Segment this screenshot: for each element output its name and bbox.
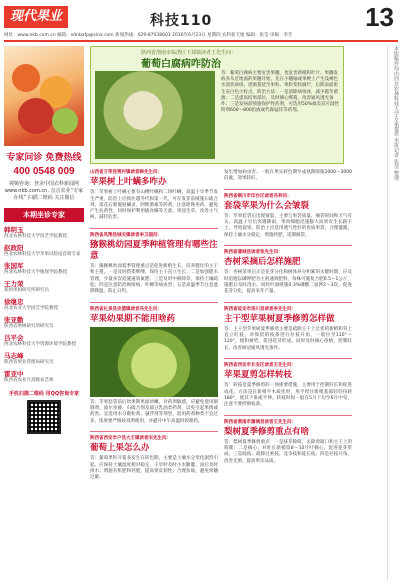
hotline-number[interactable]: 400 0548 009 bbox=[13, 166, 75, 177]
article-kicker: 陕西省渭南市蒲城县读者王先生问： bbox=[224, 419, 296, 425]
article bbox=[90, 170, 218, 222]
article bbox=[90, 307, 218, 425]
article-body: 答：苹果树上叶螨主要有山楂叶螨和二斑叶螨，高温干旱季节发生严重。防治上应抓住越冬代和第一代，可在发芽前喷施石硫合剂，落花后喷施哒螨灵、阿维菌素等药剂，注意轮换用药，避免产生抗药性。同时保护利用捕食螨等天敌，果园生草，改善小气候，减轻危害。 bbox=[90, 190, 218, 221]
masthead-info: 网址：www.nkb.com.cn 邮箱：xdnbxfp@sina.com 新闻热线：029-87038601 2016年6月23日 星期四 农科新天地 编辑：张莹 审稿：李芳 bbox=[4, 33, 293, 38]
article bbox=[224, 194, 352, 239]
expert-desc: 陕西省果树研究所研究员 bbox=[4, 324, 54, 329]
expert-item bbox=[4, 243, 84, 258]
article-kicker: 陕西省铜川市印台区读者冯利问： bbox=[224, 193, 292, 199]
article-title: 猕猴桃幼园夏季种植管理有哪些注意 bbox=[90, 240, 218, 262]
article-body: 答：杏树采果后正是花芽分化和树体养分积累的关键时期，应及时追施以磷钾肥为主的速效肥料，每株可施复合肥0.5～1公斤，施肥后及时浇水。同时叶面喷施0.3%磷酸二氢钾2～3次，促进花芽分化，提高来年产量。 bbox=[224, 270, 352, 295]
feature-body: 答：葡萄白腐病主要危害果穗，也危害新梢和叶片。果穗发病多从近地面的果穗开始，先在小穗轴或果梗上产生浅褐色水渍状病斑，逐渐蔓延至果粒，果粒变软腐烂，后期表面密生灰白色小粒点。防治方法：一是清除病残体，减少越冬菌源；二是提高结果部位，及时摘心绑蔓，改善通风透光条件；三是发病前喷施保护性药剂，可选用50%福美双可湿性粉剂600～800倍液或代森锰锌等药剂。 bbox=[221, 71, 339, 114]
expert-item bbox=[4, 351, 84, 366]
article-title: 梨树夏季修剪重点有啥 bbox=[224, 426, 310, 437]
expert-desc: 西北农林科技大学资源环境学院教授 bbox=[4, 342, 76, 347]
divider bbox=[90, 431, 218, 432]
expert-name: 张国军 bbox=[4, 262, 24, 270]
article-kicker: 陕西省延安市洛川县读者李先生问： bbox=[224, 306, 296, 312]
vertical-rule bbox=[387, 46, 388, 580]
article-title: 葡萄上果怎么办 bbox=[90, 443, 150, 454]
expert-name: 赵政阳 bbox=[4, 244, 24, 252]
article bbox=[224, 250, 352, 295]
article-body: 答：猕猴桃幼园夏季管理重点是促进新梢生长，培养健壮的主干和主蔓。一是及时搭架绑缚，保持主干直立生长；二是加强肥水管理，少量多次追施速效氮肥；三是及时中耕除草，保持土壤疏松；四是注意防治褐斑病、叶蝉等病虫害；五是高温季节注意遮阴降温，防止日灼。 bbox=[90, 264, 218, 295]
article-body: 发生增加病虫害。一般在果实转色期至成熟期喷施2000～3000倍液，效果较好。 bbox=[224, 170, 352, 182]
expert-item bbox=[4, 225, 84, 240]
divider bbox=[90, 302, 218, 303]
divider bbox=[224, 415, 352, 416]
divider bbox=[90, 228, 218, 229]
expert-desc: 郑州果树研究所研究员 bbox=[4, 288, 49, 293]
qr-section bbox=[4, 390, 84, 434]
expert-item bbox=[4, 297, 84, 312]
expert-name: 王力荣 bbox=[4, 280, 24, 288]
expert-heading: 本期坐诊专家 bbox=[4, 208, 84, 222]
sidebar bbox=[4, 46, 84, 580]
feature-article bbox=[90, 46, 344, 164]
sidebar-fruit-photo bbox=[4, 46, 84, 146]
article-title: 主干型苹果树夏季修剪怎样做 bbox=[224, 313, 335, 324]
qr-label: 手机扫描二维码 用QQ咨询专家 bbox=[8, 391, 80, 397]
expert-desc: 陕西省果业管理局研究员 bbox=[4, 360, 54, 365]
article bbox=[224, 307, 352, 352]
grape-disease-photo bbox=[95, 71, 215, 159]
page-number: 13 bbox=[365, 2, 394, 32]
article-column-right bbox=[224, 170, 352, 471]
expert-item bbox=[4, 315, 84, 330]
expert-item bbox=[4, 333, 84, 348]
expert-name: 张亚勤 bbox=[4, 316, 24, 324]
article-column-left bbox=[90, 170, 218, 488]
article-body: 答：苹果套袋前后幼果期果面幼嫩，对药剂敏感，应避免使用铜制剂、波尔多液、石硫合剂及部分乳油类药剂，以免引起果锈或药害。宜选用水分散粒剂、悬浮剂等剂型，混用药剂种类不宜过多，浓度要严格按说明使用，并避开中午高温时段喷药。 bbox=[90, 399, 218, 424]
vertical-footer-text: 本版稿件均由西北农林科技大学专家提供 本报记者 张莹 整理 bbox=[393, 46, 399, 181]
newspaper-logo: 现代果业 bbox=[4, 6, 68, 28]
article-body: 答：梨树夏季修剪重点：一是抹芽除萌，去除剪锯口和主干上的萌蘖；二是摘心，对旺长新梢留8～10片叶摘心，促进花芽形成；三是疏枝，疏除过密枝、竞争枝和徒长枝；四是拉枝开角，改善光照，提高果实品质。 bbox=[224, 439, 352, 464]
feature-kicker: 陕西省渭南市临渭区下邽镇读者王先生问： bbox=[141, 50, 237, 56]
article-kicker: 陕西省西安市户县大王镇读者宋先生问： bbox=[90, 436, 171, 442]
masthead bbox=[0, 0, 402, 40]
expert-desc: 西北农林科技大学园艺学院教授 bbox=[4, 234, 67, 239]
expert-list bbox=[4, 225, 84, 384]
expert-item bbox=[4, 369, 84, 384]
expert-item bbox=[4, 261, 84, 276]
promo-title: 专家问诊 免费热线 bbox=[6, 153, 82, 163]
article bbox=[224, 170, 352, 183]
article-kicker: 陕西省蒲城县读者张先生问： bbox=[224, 250, 283, 256]
divider bbox=[224, 245, 352, 246]
article-kicker: 陕西省礼泉县史德镇读者冯先生问： bbox=[90, 306, 162, 312]
divider bbox=[224, 189, 352, 190]
expert-item bbox=[4, 279, 84, 294]
header-divider bbox=[4, 40, 398, 42]
article-kicker: 陕西省西安市长安区读者王先生问： bbox=[224, 363, 296, 369]
article-title: 苹果树上叶螨多咋办 bbox=[90, 177, 167, 188]
article-kicker: 陕西省凤翔县城关镇读者李卫国问： bbox=[90, 232, 162, 238]
article-title: 苹果幼果期不能用啥药 bbox=[90, 313, 176, 324]
promo-text: 视频咨询：登录中国农科新闻网 www.nkb.com.cn, 点击农业“专家在线” 扫描二维码 关注微信 bbox=[4, 181, 84, 201]
article-body: 答：主干型苹果树夏季修剪主要是疏除主干上过密的新梢和背上直立旺枝，对保留的枝条进行拉枝开角，一般拉至110°～120°，缓和树势，促进花芽形成。同时及时摘心扭梢，控制旺长，改善树冠通风透光条件。 bbox=[224, 326, 352, 351]
expert-desc: 陕西省农业厅高级农艺师 bbox=[4, 378, 54, 383]
article-body: 答：转枝是夏季修剪的一项重要措施，主要用于控制旺长和促进成花。方法是在新梢半木质化时，用手捏住新梢基部轻轻扭转180°，使其下垂或平伸。转枝时间一般在5月下旬至6月中旬，注意不要折断枝条。 bbox=[224, 383, 352, 408]
article bbox=[224, 420, 352, 465]
expert-name: 雷亚中 bbox=[4, 370, 24, 378]
article bbox=[224, 363, 352, 408]
expert-desc: 河北农业大学园艺学院教授 bbox=[4, 306, 58, 311]
article-title: 苹果夏剪怎样转枝 bbox=[224, 370, 293, 381]
feature-headline: 葡萄白腐病咋防治 bbox=[141, 59, 221, 70]
article-title: 套袋苹果为什么会皱裂 bbox=[224, 200, 310, 211]
expert-desc: 西北农林科技大学植保学院教授 bbox=[4, 270, 67, 275]
article bbox=[90, 233, 218, 296]
article-body: 答：葡萄果粒开裂多发生在转色期，主要是土壤水分变化剧烈引起。应保持土壤湿度相对稳定，干旱时及时小水勤灌，雨后及时排水；增施有机肥和钙肥，提高果皮韧性；合理负载，避免果穗过紧。 bbox=[90, 456, 218, 481]
article-title: 杏树采摘后怎样施肥 bbox=[224, 257, 301, 268]
article bbox=[90, 436, 218, 481]
divider bbox=[224, 358, 352, 359]
expert-name: 徐继忠 bbox=[4, 298, 24, 306]
expert-name: 马志峰 bbox=[4, 352, 24, 360]
expert-desc: 西北农林科技大学苹果试验站首席专家 bbox=[4, 252, 81, 257]
qr-code-icon[interactable] bbox=[27, 400, 61, 434]
article-kicker: 山西省万荣县贾村镇读者韩先生问： bbox=[90, 170, 162, 175]
article-body: 答：苹果套袋后出现皱裂，主要与果袋质量、摘袋时间和天气有关。高温干旱后突遇降雨，果肉细胞迅速膨大而果皮生长跟不上，导致裂果。防治上应选用透气性好的优质果袋，合理灌溉，保持土壤水分稳定，增施钙肥，适期摘袋。 bbox=[224, 213, 352, 238]
apple-photo bbox=[90, 327, 218, 397]
divider bbox=[224, 302, 352, 303]
section-title: 科技110 bbox=[150, 13, 213, 29]
expert-name: 韩明玉 bbox=[4, 226, 24, 234]
expert-name: 吕平会 bbox=[4, 334, 24, 342]
